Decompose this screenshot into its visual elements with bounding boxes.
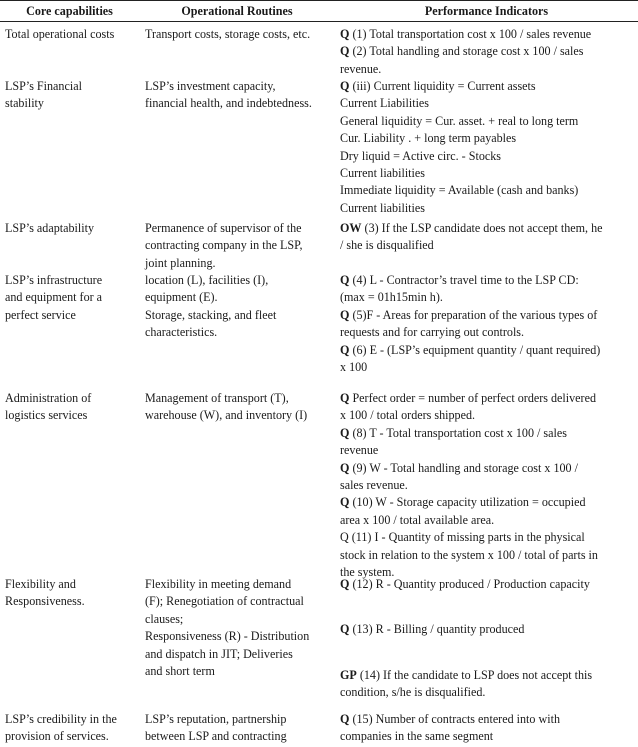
routines-line: warehouse (W), and inventory (I) <box>145 408 308 423</box>
indicator-spacer <box>340 593 635 607</box>
row-4-capability-cell <box>5 272 143 324</box>
indicator-line: (max = 01h15min h). <box>340 290 443 305</box>
row-7-routines-cell <box>145 711 337 746</box>
indicator-line: Current Liabilities <box>340 96 430 111</box>
indicator-line: General liquidity = Cur. asset. + real to long term <box>340 113 579 128</box>
indicator-code: OW <box>340 221 362 235</box>
indicator-line: Immediate liquidity = Available (cash and banks) <box>340 183 579 198</box>
indicator-line: companies in the same segment <box>340 729 494 744</box>
row-4-routines-cell <box>145 272 337 342</box>
indicator-code: Q <box>340 307 350 322</box>
indicator-line: Q (13) R - Billing / quantity produced <box>340 622 525 637</box>
capability-line: LSP’s adaptability <box>5 221 95 235</box>
indicator-code: GP <box>340 667 357 682</box>
routines-line: joint planning. <box>145 255 216 270</box>
row-1-capability-cell <box>5 26 143 43</box>
indicator-spacer <box>340 653 635 667</box>
capability-line: LSP’s Financial <box>5 79 82 93</box>
indicator-code: Q <box>340 622 350 637</box>
indicator-line: the system. <box>340 565 395 580</box>
indicator-line: Cur. Liability . + long term payables <box>340 131 517 146</box>
row-2-indicators-cell <box>340 78 635 217</box>
indicator-line: Q (8) T - Total transportation cost x 100 / sales <box>340 425 567 440</box>
header-operational-routines: Operational Routines <box>181 4 293 18</box>
indicator-code: Q <box>340 273 350 287</box>
row-1-indicators-cell <box>340 26 635 78</box>
indicator-code: Q <box>340 79 350 93</box>
routines-line: location (L), facilities (I), <box>145 273 269 287</box>
routines-line: contracting company in the LSP, <box>145 238 303 253</box>
routines-line: Responsiveness (R) - Distribution <box>145 629 310 644</box>
capability-line: perfect service <box>5 307 76 322</box>
capability-line: LSP’s infrastructure <box>5 273 103 287</box>
row-7-indicators-cell <box>340 711 635 746</box>
indicator-line: Q (10) W - Storage capacity utilization = occupied <box>340 495 586 510</box>
capability-line: stability <box>5 96 44 111</box>
row-6-indicators-cell <box>340 576 635 702</box>
indicator-line: Q (9) W - Total handling and storage cost x 100 / <box>340 460 578 475</box>
capability-line: Total operational costs <box>5 27 115 41</box>
routines-line: Transport costs, storage costs, etc. <box>145 27 311 41</box>
routines-line: LSP’s reputation, partnership <box>145 712 287 726</box>
indicator-line: stock in relation to the system x 100 / total of parts in <box>340 547 598 562</box>
capability-line: Flexibility and <box>5 577 76 591</box>
row-5-capability-cell <box>5 390 143 425</box>
indicator-line: Q (5)F - Areas for preparation of the various types of <box>340 307 598 322</box>
indicator-line: Q (11) I - Quantity of missing parts in the physical <box>340 530 585 545</box>
routines-line: characteristics. <box>145 325 218 340</box>
indicator-line: condition, s/he is disqualified. <box>340 685 486 700</box>
indicator-line: Q (1) Total transportation cost x 100 / sales revenue <box>340 27 592 41</box>
capability-line: provision of services. <box>5 729 109 744</box>
indicator-line: Q Perfect order = number of perfect orders delivered <box>340 391 596 405</box>
row-6-capability-cell <box>5 576 143 611</box>
routines-line: Storage, stacking, and fleet <box>145 307 277 322</box>
indicator-code: Q <box>340 495 350 510</box>
indicator-line: revenue <box>340 443 379 458</box>
indicator-code: Q <box>340 391 350 405</box>
routines-line: and dispatch in JIT; Deliveries <box>145 646 293 661</box>
indicator-line: / she is disqualified <box>340 238 434 253</box>
indicator-code: Q <box>340 342 350 357</box>
capability-line: LSP’s credibility in the <box>5 712 117 726</box>
indicator-line: x 100 / total orders shipped. <box>340 408 476 423</box>
indicator-line: GP (14) If the candidate to LSP does not accept this <box>340 667 593 682</box>
indicator-code: Q <box>340 712 350 726</box>
indicator-line: Q (iii) Current liquidity = Current assets <box>340 79 536 93</box>
indicator-line: revenue. <box>340 61 382 76</box>
header-core-capabilities: Core capabilities <box>26 4 113 18</box>
routines-line: Permanence of supervisor of the <box>145 221 302 235</box>
routines-line: and short term <box>145 664 215 679</box>
indicator-line: Q (2) Total handling and storage cost x 100 / sales <box>340 44 584 59</box>
row-5-indicators-cell <box>340 390 635 581</box>
indicator-line: Current liabilities <box>340 166 425 181</box>
row-2-routines-cell <box>145 78 337 113</box>
row-3-routines-cell <box>145 220 337 272</box>
capability-line: logistics services <box>5 408 88 423</box>
indicator-code: Q <box>340 425 350 440</box>
indicator-line: sales revenue. <box>340 478 408 493</box>
indicator-line: requests and for carrying out controls. <box>340 325 525 340</box>
row-4-indicators-cell <box>340 272 635 376</box>
row-2-capability-cell <box>5 78 143 113</box>
indicator-code: Q <box>340 460 350 475</box>
routines-line: (F); Renegotiation of contractual <box>145 594 304 609</box>
routines-line: Management of transport (T), <box>145 391 289 405</box>
routines-line: Flexibility in meeting demand <box>145 577 292 591</box>
indicator-line: x 100 <box>340 360 368 375</box>
row-1-routines-cell <box>145 26 337 43</box>
row-6-routines-cell <box>145 576 337 680</box>
indicator-line: Q (12) R - Quantity produced / Production capacity <box>340 577 590 591</box>
indicator-line: Q (6) E - (LSP’s equipment quantity / quant required) <box>340 342 601 357</box>
indicator-line: Dry liquid = Active circ. - Stocks <box>340 148 501 163</box>
indicator-line: Current liabilities <box>340 200 425 215</box>
routines-line: equipment (E). <box>145 290 218 305</box>
row-3-capability-cell <box>5 220 143 237</box>
routines-line: financial health, and indebtedness. <box>145 96 312 111</box>
header-performance-indicators: Performance Indicators <box>424 4 549 18</box>
indicator-code: Q <box>340 44 350 59</box>
indicator-line: Q (15) Number of contracts entered into with <box>340 712 560 726</box>
indicator-line: OW (3) If the LSP candidate does not accept them, he <box>340 221 603 235</box>
table-header-row <box>0 0 638 22</box>
indicator-line: area x 100 / total available area. <box>340 512 495 527</box>
indicator-code: Q <box>340 577 350 591</box>
indicator-spacer <box>340 607 635 621</box>
row-7-capability-cell <box>5 711 143 746</box>
capability-line: Administration of <box>5 391 92 405</box>
capability-line: and equipment for a <box>5 290 103 305</box>
row-5-routines-cell <box>145 390 337 425</box>
indicator-code: Q <box>340 27 350 41</box>
indicator-line: Q (4) L - Contractor’s travel time to the LSP CD: <box>340 273 579 287</box>
indicator-spacer <box>340 639 635 653</box>
routines-line: clauses; <box>145 611 184 626</box>
row-3-indicators-cell <box>340 220 635 255</box>
routines-line: LSP’s investment capacity, <box>145 79 276 93</box>
routines-line: between LSP and contracting <box>145 729 287 744</box>
capability-line: Responsiveness. <box>5 594 85 609</box>
